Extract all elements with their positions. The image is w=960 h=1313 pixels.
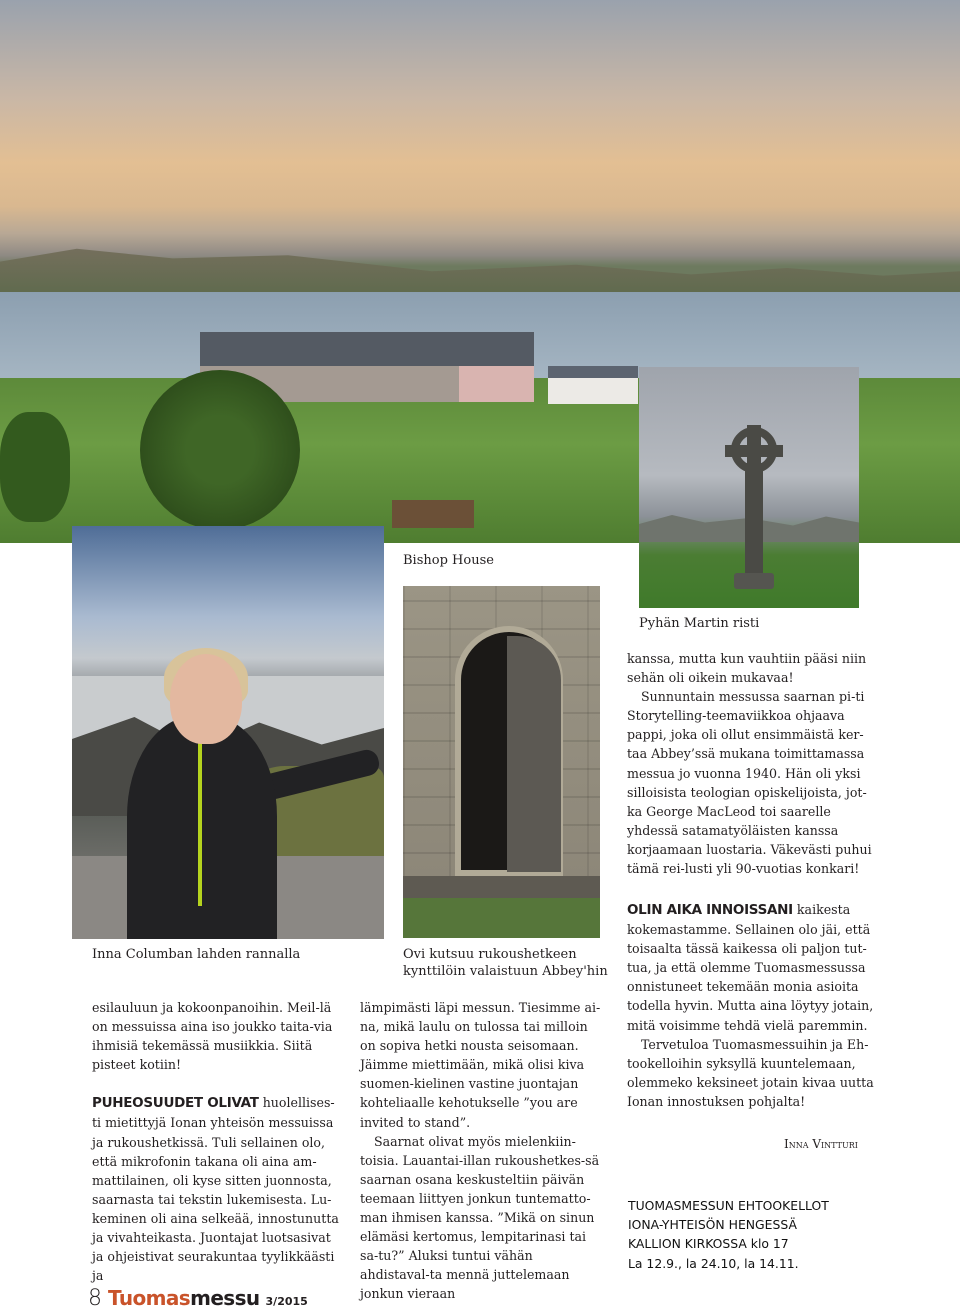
abbey-door-photo [403,586,600,938]
caption-door-line2: kynttilöin valaistuun Abbey'hin [403,964,608,979]
column3-paragraph-3-text: kaikesta kokemastamme. Sellainen olo jäi, että toisaalta tässä kaikessa oli paljon tut-tua, ja että olemme Tuomasmessussa onnistuneet tekemään monia asioita todella hyvin. Mutta aina löytyy jotain, mitä voisimme tehdä vielä paremmin. [627,902,874,1033]
caption-door [403,946,608,980]
article-column-3-bottom [627,900,875,1111]
event-line-3: KALLION KIRKOSSA klo 17 [628,1236,789,1252]
column3-paragraph-4: Tervetuloa Tuomasmessuihin ja Eh-tookelloihin syksyllä kuuntelemaan, olemmeko keksineet jotain kivaa uutta Ionan innostuksen pohjalta! [627,1036,874,1109]
article-column-2 [360,998,606,1304]
caption-woman: Inna Columban lahden rannalla [92,947,301,962]
author-signature: Inna Vintturi [784,1137,858,1151]
caption-bishop-house: Bishop House [403,553,494,568]
event-line-2: IONA-YHTEISÖN HENGESSÄ [628,1217,797,1233]
article-column-3-top [627,649,875,878]
column3-paragraph-3 [627,900,875,1035]
caption-cross: Pyhän Martin risti [639,616,760,631]
column2-paragraph-2: Saarnat olivat myös mielenkiin-toisia. Lauantai-illan rukoushetkes-sä saarnan osana keskusteltiin päivän teemaan liittyen jonkun tuntematto-man ihmisen kanssa. ”Mikä on sinun elämäsi kertomus, lempitarinasi tai sa-tu?” Aluksi tuntui vähän ahdistaval-ta mennä juttelemaan jonkun vieraan [360,1133,600,1302]
page-footer [88,1286,308,1310]
event-line-4: La 12.9., la 24.10, la 14.11. [628,1255,799,1271]
column1-subheading: PUHEOSUUDET OLIVAT [92,1095,259,1112]
woman-at-shore-photo [72,526,384,939]
page-number: 8 [88,1286,102,1311]
column2-paragraph-1: lämpimästi läpi messun. Tiesimme ai-na, mikä laulu on tulossa tai milloin on sopiva hetki nousta seisomaan. Jäimme miettimään, mikä olisi kiva suomen-kielinen vastine juontajan kohteliaalle kehotukselle ”you are invited to stand”. [360,1000,601,1130]
column3-paragraph-1: kanssa, mutta kun vauhtiin pääsi niin sehän oli oikein mukavaa! [627,651,867,686]
article-column-1 [92,998,340,1285]
caption-door-line1: Ovi kutsuu rukoushetkeen [403,947,577,962]
column1-paragraph-1: esilauluun ja kokoonpanoihin. Meil-lä on messuissa aina iso joukko taita-via ihmisiä tekemässä musiikkia. Siitä pisteet kotiin! [92,1000,333,1073]
st-martins-cross-photo [639,367,859,608]
column1-paragraph-2 [92,1093,340,1285]
column3-subheading: OLIN AIKA INNOISSANI [627,902,793,918]
event-info [628,1196,868,1273]
magazine-logo-part1: Tuomas [108,1286,191,1310]
issue-number: 3/2015 [265,1295,308,1308]
magazine-logo-part2: messu [190,1286,260,1310]
event-line-1: TUOMASMESSUN EHTOOKELLOT [628,1198,829,1213]
column1-paragraph-2-text: huolellises-ti mietittyjä Ionan yhteisön messuissa ja rukoushetkissä. Tuli sellainen olo, että mikrofonin takana oli aina am-mattilainen, oli kyse sitten juonnosta, saarnasta tai tekstin lukemisesta. Lu-keminen oli aina selkeää, innostunutta ja vivahteikasta. Juontajat luotsasivat ja ohjeistivat seurakuntaa tyylikkäästi ja [92,1095,339,1284]
column3-paragraph-2: Sunnuntain messussa saarnan pi-ti Storytelling-teemaviikkoa ohjaava pappi, joka oli ollut ensimmäistä ker-taa Abbey’ssä mukana toimittamassa messua jo vuonna 1940. Hän oli yksi silloisista teologian opiskelijoista, jot-ka George MacLeod toi saarelle yhdessä satamatyöläisten kanssa korjaamaan luostaria. Väkevästi puhui tämä rei-lusti yli 90-vuotias konkari! [627,689,872,877]
